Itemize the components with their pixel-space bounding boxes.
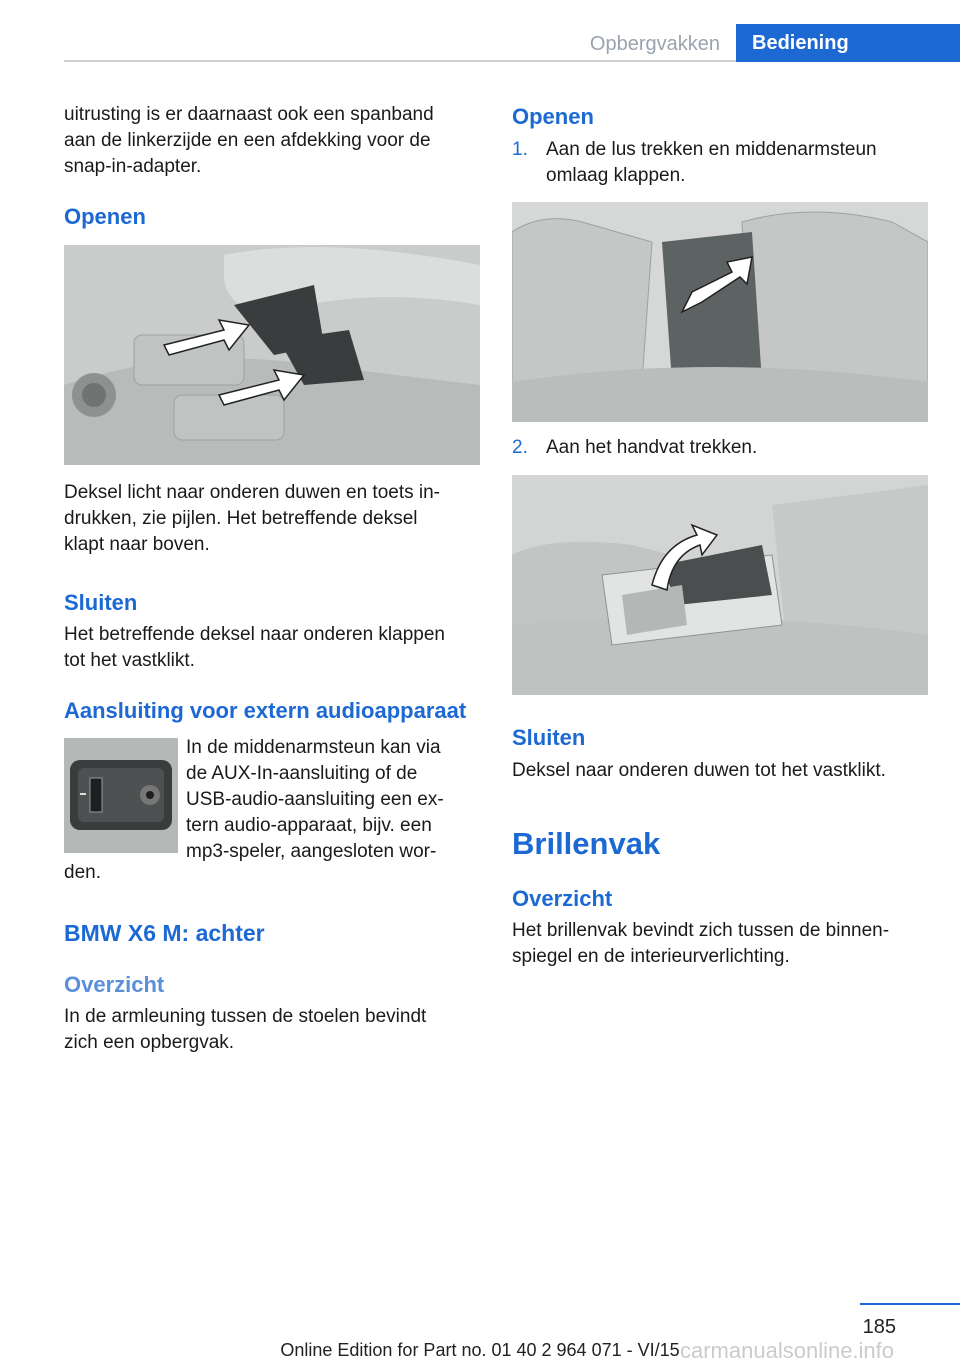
step-number: 2. — [512, 437, 528, 458]
sluiten-paragraph-left — [64, 622, 484, 674]
aux-paragraph — [186, 735, 486, 865]
step-number: 1. — [512, 139, 528, 160]
rear-seat-armrest-image — [512, 202, 928, 422]
overzicht-paragraph-left — [64, 1004, 484, 1056]
step-1-text — [546, 137, 936, 189]
overzicht-line: Het brillenvak bevindt zich tussen de binnen- — [512, 920, 890, 941]
aux-line: de AUX-In-aansluiting of de — [186, 763, 418, 784]
bmw-x6m-heading: BMW X6 M: achter — [64, 920, 265, 946]
aux-usb-port-image — [64, 738, 178, 853]
sluiten-paragraph-right: Deksel naar onderen duwen tot het vastklikt. — [512, 760, 886, 781]
openen-line: drukken, zie pijlen. Het betreffende deksel — [64, 508, 418, 529]
openen-line: klapt naar boven. — [64, 534, 210, 555]
sluiten-heading-right: Sluiten — [512, 725, 586, 750]
sluiten-heading-left: Sluiten — [64, 590, 138, 615]
edition-text: Online Edition for Part no. 01 40 2 964 071 - VI/15 — [280, 1340, 680, 1360]
intro-line: aan de linkerzijde en een afdekking voor de — [64, 130, 431, 151]
intro-line: uitrusting is er daarnaast ook een spanband — [64, 104, 434, 125]
openen-heading-right: Openen — [512, 104, 594, 129]
tab-opbergvakken[interactable]: Opbergvakken — [589, 33, 720, 55]
console-lid-image — [64, 245, 480, 465]
step-line: Aan het handvat trekken. — [546, 437, 758, 458]
intro-line: snap-in-adapter. — [64, 156, 202, 177]
aux-line: tern audio-apparaat, bijv. een — [186, 815, 432, 836]
openen-line: Deksel licht naar onderen duwen en toets in- — [64, 482, 441, 503]
aux-line: USB-audio-aansluiting een ex- — [186, 789, 444, 810]
overzicht-line: spiegel en de interieurverlichting. — [512, 946, 790, 967]
step-line: omlaag klappen. — [546, 165, 686, 186]
openen-paragraph-left — [64, 480, 484, 558]
aux-paragraph-end: den. — [64, 862, 101, 883]
overzicht-line: In de armleuning tussen de stoelen bevindt — [64, 1006, 427, 1027]
overzicht-paragraph-right — [512, 918, 942, 970]
step-line: Aan de lus trekken en middenarmsteun — [546, 139, 877, 160]
watermark: carmanualsonline.info — [680, 1338, 895, 1362]
sluiten-line: tot het vastklikt. — [64, 650, 195, 671]
overzicht-heading-left: Overzicht — [64, 972, 165, 997]
aux-line: In de middenarmsteun kan via — [186, 737, 441, 758]
sluiten-line: Het betreffende deksel naar onderen klappen — [64, 624, 445, 645]
intro-paragraph — [64, 102, 484, 180]
overzicht-heading-right: Overzicht — [512, 886, 613, 911]
page-number: 185 — [862, 1316, 896, 1338]
armrest-compartment-image — [512, 475, 928, 695]
aux-line: mp3-speler, aangesloten wor- — [186, 841, 437, 862]
openen-heading-left: Openen — [64, 204, 146, 229]
aux-heading: Aansluiting voor extern audioapparaat — [64, 698, 467, 723]
tab-bediening[interactable]: Bediening — [736, 24, 960, 62]
overzicht-line: zich een opbergvak. — [64, 1032, 235, 1053]
footer-divider — [860, 1303, 960, 1305]
brillenvak-heading: Brillenvak — [512, 826, 661, 861]
step-2-text — [546, 435, 936, 461]
